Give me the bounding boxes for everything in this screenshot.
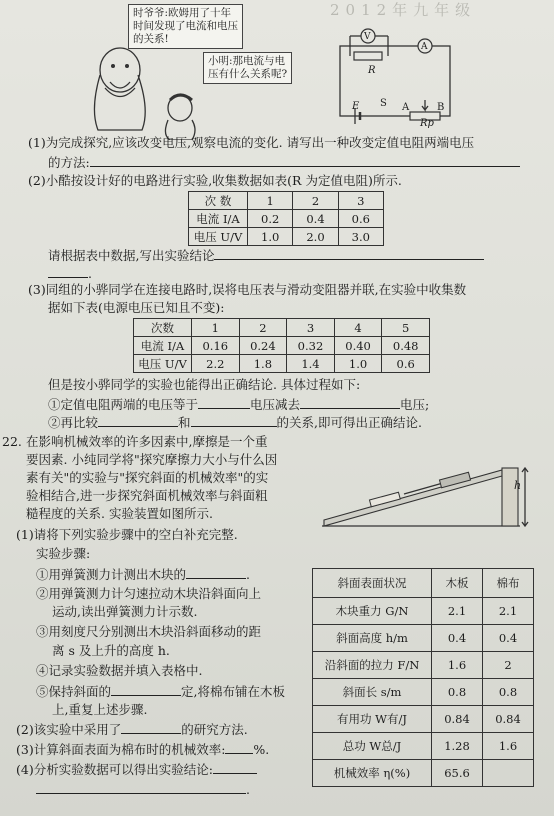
q22-sub3-blank[interactable] xyxy=(225,741,253,754)
q22-step-3a: ③用刻度尺分别测出木块沿斜面移动的距 xyxy=(36,624,262,639)
table-row xyxy=(313,625,534,652)
q22-sub-3 xyxy=(16,741,269,758)
q22-step-2b: 运动,读出弹簧测力计示数. xyxy=(52,604,198,619)
speech-line: 时间发现了电流和电压 xyxy=(133,20,238,32)
table-cell: 沿斜面的拉力 F/N xyxy=(313,652,432,679)
q22-data-table xyxy=(312,568,534,787)
table-cell: 电压 U/V xyxy=(134,355,192,373)
table-row xyxy=(313,652,534,679)
table-cell[interactable] xyxy=(483,760,534,787)
table-cell: 3 xyxy=(338,192,383,210)
q22-intro-2: 要因素. 小纯同学将"探究摩擦力大小与什么因 xyxy=(26,452,278,467)
q1-answer-blank[interactable] xyxy=(90,154,520,167)
table-row xyxy=(313,706,534,733)
q22-sub2-blank[interactable] xyxy=(121,721,181,734)
q22-step-2a: ②用弹簧测力计匀速拉动木块沿斜面向上 xyxy=(36,586,262,601)
speech-line: 时爷爷:欧姆用了十年 xyxy=(133,7,232,19)
q22-sub4-text: (4)分析实验数据可以得出实验结论: xyxy=(16,762,213,777)
q22-step-3b: 离 s 及上升的高度 h. xyxy=(52,643,170,658)
table-cell: 棉布 xyxy=(483,569,534,598)
q1-answer-label: 的方法: xyxy=(48,155,90,170)
q3-line-1: (3)同组的小骅同学在连接电路时,误将电压表与滑动变阻器并联,在实验中收集数 xyxy=(28,282,467,297)
q22-sub-1: (1)请将下列实验步骤中的空白补充完整. xyxy=(16,527,238,542)
table-cell: 0.24 xyxy=(239,337,287,355)
q3-step-1 xyxy=(48,396,429,413)
table-cell: 1.28 xyxy=(432,733,483,760)
q3-step2-text: ②再比较 xyxy=(48,415,99,430)
table-cell: 1.0 xyxy=(334,355,382,373)
q22-sub2-text: (2)该实验中采用了 xyxy=(16,722,122,737)
table-cell: 木板 xyxy=(432,569,483,598)
table-cell: 0.4 xyxy=(483,625,534,652)
table-cell: 2.1 xyxy=(483,598,534,625)
table-cell: 1.6 xyxy=(432,652,483,679)
table-row xyxy=(313,598,534,625)
table-cell: 电流 I/A xyxy=(189,210,248,228)
q2-conclusion-cont: . xyxy=(48,265,92,282)
table-cell: 木块重力 G/N xyxy=(313,598,432,625)
q22-step5-blank[interactable] xyxy=(111,683,181,696)
q22-step1-blank[interactable] xyxy=(186,566,246,579)
q22-number: 22. xyxy=(2,434,22,449)
q22-intro-5: 糙程度的关系. 实验装置如图所示. xyxy=(26,506,213,521)
q3-step1-text: 电压; xyxy=(400,397,430,412)
rheostat-end-a: A xyxy=(402,102,410,113)
table-cell: 0.16 xyxy=(192,337,240,355)
q3-step1-text: ①定值电阻两端的电压等于 xyxy=(48,397,199,412)
table-row xyxy=(313,679,534,706)
q22-steps-title: 实验步骤: xyxy=(36,546,91,561)
q22-intro-3: 素有关"的实验与"探究斜面的机械效率"的实 xyxy=(26,470,269,485)
table-cell: 2 xyxy=(293,192,338,210)
q22-sub2-text: 的研究方法. xyxy=(181,722,248,737)
table-cell: 次数 xyxy=(134,319,192,337)
table-cell: 0.8 xyxy=(432,679,483,706)
table-cell: 斜面长 s/m xyxy=(313,679,432,706)
table-cell: 2 xyxy=(483,652,534,679)
rheostat-end-b: B xyxy=(437,102,445,113)
table-cell: 2.0 xyxy=(293,228,338,246)
height-label: h xyxy=(514,479,522,492)
table-cell: 4 xyxy=(334,319,382,337)
table-cell: 1 xyxy=(248,192,293,210)
table-cell: 有用功 W有/J xyxy=(313,706,432,733)
table-cell: 3.0 xyxy=(338,228,383,246)
speech-line: 压有什么关系呢? xyxy=(208,68,288,80)
old-man-speech-bubble xyxy=(128,4,243,49)
ammeter-label: A xyxy=(421,42,428,52)
resistor-label: R xyxy=(368,65,376,76)
q1-line-1: (1)为完成探究,应该改变电压,观察电流的变化. 请写出一种改变定值电阻两端电压 xyxy=(28,135,475,150)
q22-step-5c: 上,重复上述步骤. xyxy=(52,702,148,717)
q3-step1-blank-1[interactable] xyxy=(198,396,250,409)
table-row xyxy=(134,355,430,373)
q22-step-5a xyxy=(36,683,285,700)
table-row xyxy=(313,569,534,598)
q3-step-2 xyxy=(48,414,422,431)
table-row xyxy=(189,228,384,246)
q22-intro-1: 在影响机械效率的许多因素中,摩擦是一个重 xyxy=(26,434,268,449)
q22-step5-text: ⑤保持斜面的 xyxy=(36,684,112,699)
table-cell: 1.0 xyxy=(248,228,293,246)
q3-line-3: 但是按小骅同学的实验也能得出正确结论. 具体过程如下: xyxy=(48,377,361,392)
table-cell: 0.84 xyxy=(483,706,534,733)
table-cell: 斜面高度 h/m xyxy=(313,625,432,652)
q22-step5-text: 定,将棉布铺在木板 xyxy=(181,684,285,699)
q2-line-1: (2)小酷按设计好的电路进行实验,收集数据如表(R 为定值电阻)所示. xyxy=(28,173,402,188)
q1-line-2 xyxy=(48,154,520,171)
q3-step2-blank-2[interactable] xyxy=(191,414,277,427)
q22-sub4-blank-2[interactable] xyxy=(36,781,246,794)
q22-sub-4 xyxy=(16,761,257,778)
rheostat-label: Rp xyxy=(420,118,434,129)
table-cell: 5 xyxy=(382,319,430,337)
q22-sub3-unit: %. xyxy=(253,742,270,757)
table-cell: 1.8 xyxy=(239,355,287,373)
table-cell: 2.2 xyxy=(192,355,240,373)
table-cell: 2.1 xyxy=(432,598,483,625)
speech-line: 的关系! xyxy=(133,33,169,45)
q3-line-2: 据如下表(电源电压已知且不变): xyxy=(48,300,225,315)
table-cell: 2 xyxy=(239,319,287,337)
table-cell: 0.4 xyxy=(432,625,483,652)
table-cell: 0.84 xyxy=(432,706,483,733)
table-cell: 0.6 xyxy=(338,210,383,228)
table-cell: 65.6 xyxy=(432,760,483,787)
q2-conclusion xyxy=(48,247,484,264)
table-cell: 0.40 xyxy=(334,337,382,355)
q2-conclusion-blank-2[interactable] xyxy=(48,265,88,278)
q3-data-table xyxy=(133,318,430,373)
table-row xyxy=(313,760,534,787)
q2-data-table xyxy=(188,191,384,246)
q22-sub-2 xyxy=(16,721,248,738)
table-cell: 0.4 xyxy=(293,210,338,228)
q22-sub4-blank[interactable] xyxy=(213,761,257,774)
table-cell: 1 xyxy=(192,319,240,337)
table-cell: 3 xyxy=(287,319,335,337)
table-row xyxy=(189,210,384,228)
table-row xyxy=(134,337,430,355)
q3-step2-text: 的关系,即可得出正确结论. xyxy=(276,415,422,430)
q2-conclusion-blank[interactable] xyxy=(214,247,484,260)
source-label: E xyxy=(352,101,360,112)
table-cell: 0.8 xyxy=(483,679,534,706)
table-cell: 0.6 xyxy=(382,355,430,373)
q22-step-4: ④记录实验数据并填入表格中. xyxy=(36,663,203,678)
q3-step1-text: 电压减去 xyxy=(250,397,301,412)
table-cell: 0.32 xyxy=(287,337,335,355)
table-cell: 1.6 xyxy=(483,733,534,760)
q3-step2-text: 和 xyxy=(178,415,191,430)
kid-speech-bubble xyxy=(203,52,292,84)
table-cell: 次 数 xyxy=(189,192,248,210)
q2-conclusion-label: 请根据表中数据,写出实验结论 xyxy=(48,248,215,263)
inclined-plane-diagram xyxy=(320,440,535,535)
q3-step1-blank-2[interactable] xyxy=(300,396,400,409)
table-cell: 0.2 xyxy=(248,210,293,228)
table-cell: 机械效率 η(%) xyxy=(313,760,432,787)
q22-sub-4-cont: . xyxy=(36,781,250,798)
table-cell: 总功 W总/J xyxy=(313,733,432,760)
speech-line: 小明:那电流与电 xyxy=(208,55,286,67)
header-fragment: 2012年九年级 xyxy=(330,1,477,19)
switch-label: S xyxy=(380,98,387,109)
table-cell: 0.48 xyxy=(382,337,430,355)
voltmeter-label: V xyxy=(364,32,371,42)
table-cell: 电流 I/A xyxy=(134,337,192,355)
table-row xyxy=(313,733,534,760)
table-cell: 电压 U/V xyxy=(189,228,248,246)
q22-step1-text: ①用弹簧测力计测出木块的 xyxy=(36,567,187,582)
table-cell: 斜面表面状况 xyxy=(313,569,432,598)
table-cell: 1.4 xyxy=(287,355,335,373)
table-row xyxy=(134,319,430,337)
table-row xyxy=(189,192,384,210)
q22-sub3-text: (3)计算斜面表面为棉布时的机械效率: xyxy=(16,742,226,757)
q22-intro-4: 验相结合,进一步探究斜面机械效率与斜面粗 xyxy=(26,488,268,503)
q22-step-1: ①用弹簧测力计测出木块的 . xyxy=(36,567,250,582)
q3-step2-blank-1[interactable] xyxy=(98,414,178,427)
